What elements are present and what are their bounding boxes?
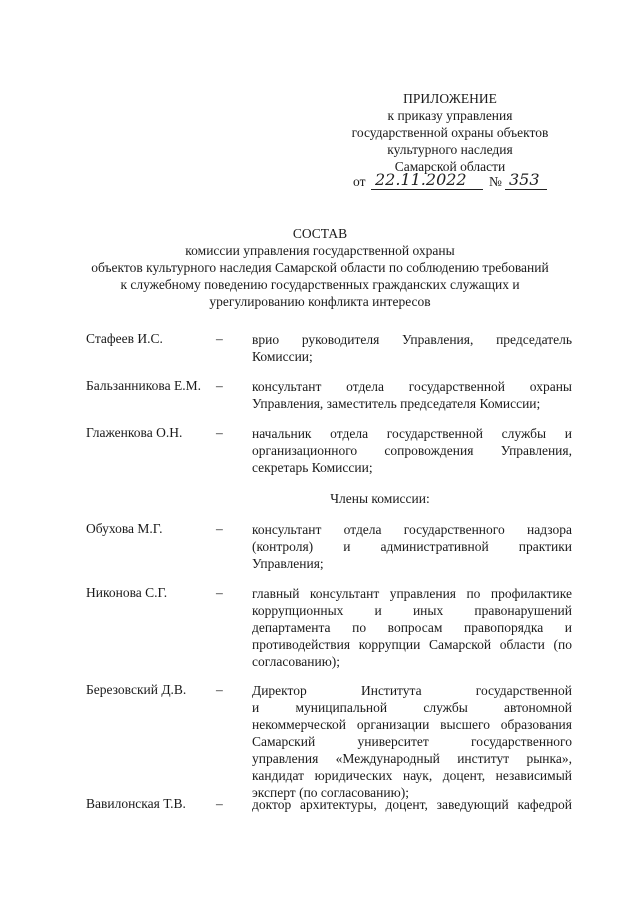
role-line: доктор архитектуры, доцент, заведующий кафедрой xyxy=(252,797,572,812)
member-role xyxy=(252,585,572,670)
member-dash: – xyxy=(216,331,223,346)
appendix-line: культурного наследия xyxy=(387,142,513,157)
role-line: и муниципальной службы автономной xyxy=(252,700,572,715)
appendix-title: ПРИЛОЖЕНИЕ xyxy=(403,91,497,106)
member-name: Стафеев И.С. xyxy=(86,331,163,346)
role-line: Управления, заместитель председателя Комиссии; xyxy=(252,396,541,411)
order-date-number xyxy=(353,172,553,194)
title-line: объектов культурного наследия Самарской области по соблюдению требований xyxy=(91,260,549,275)
appendix-line: государственной охраны объектов xyxy=(351,125,549,140)
role-line: Комиссии; xyxy=(252,349,313,364)
member-role xyxy=(252,425,572,476)
role-line: департамента по вопросам правопорядка и xyxy=(252,620,572,635)
number-underline xyxy=(505,189,547,190)
role-line: согласованию); xyxy=(252,654,341,669)
role-line: главный консультант управления по профилактике xyxy=(252,586,572,601)
handwritten-date: 22.11.2022 xyxy=(375,170,467,189)
date-prefix: от xyxy=(353,174,366,189)
member-name: Обухова М.Г. xyxy=(86,521,163,536)
member-dash: – xyxy=(216,585,223,600)
title-line: урегулированию конфликта интересов xyxy=(209,294,431,309)
role-line: управления «Международный институт рынка», xyxy=(252,751,572,766)
member-name: Никонова С.Г. xyxy=(86,585,168,600)
member-role xyxy=(252,331,572,365)
member-role xyxy=(252,378,572,412)
member-dash: – xyxy=(216,425,223,440)
role-line: (контроля) и административной практики xyxy=(252,539,572,554)
title-line: к служебному поведению государственных гражданских служащих и xyxy=(120,277,520,292)
member-name: Глаженкова О.Н. xyxy=(86,425,183,440)
role-line: эксперт (по согласованию); xyxy=(252,785,409,800)
member-name: Березовский Д.В. xyxy=(86,682,187,697)
title-line: комиссии управления государственной охраны xyxy=(185,243,455,258)
member-role xyxy=(252,682,572,801)
appendix-line: к приказу управления xyxy=(387,108,513,123)
member-role xyxy=(252,796,572,813)
member-name: Бальзанникова Е.М. xyxy=(86,378,201,393)
document-title xyxy=(60,225,580,310)
role-line: Директор Института государственной xyxy=(252,683,572,698)
appendix-line: Самарской области xyxy=(394,159,506,174)
role-line: консультант отдела государственного надзора xyxy=(252,522,572,537)
member-role xyxy=(252,521,572,572)
member-dash: – xyxy=(216,378,223,393)
date-underline xyxy=(371,189,483,190)
handwritten-number: 353 xyxy=(509,170,540,189)
member-name: Вавилонская Т.В. xyxy=(86,796,186,811)
title-heading: СОСТАВ xyxy=(292,226,348,241)
member-dash: – xyxy=(216,521,223,536)
role-line: коррупционных и иных правонарушений xyxy=(252,603,572,618)
number-prefix: № xyxy=(489,174,502,189)
appendix-block xyxy=(330,90,570,175)
role-line: противодействия коррупции Самарской области (по xyxy=(252,637,572,652)
role-line: Управления; xyxy=(252,556,324,571)
role-line: консультант отдела государственной охраны xyxy=(252,379,572,394)
role-line: врио руководителя Управления, председатель xyxy=(252,332,572,347)
member-dash: – xyxy=(216,682,223,697)
member-dash: – xyxy=(216,796,223,811)
role-line: начальник отдела государственной службы и xyxy=(252,426,572,441)
role-line: секретарь Комиссии; xyxy=(252,460,373,475)
members-heading: Члены комиссии: xyxy=(330,491,430,506)
role-line: кандидат юридических наук, доцент, независимый xyxy=(252,768,572,783)
role-line: Самарский университет государственного xyxy=(252,734,572,749)
role-line: некоммерческой организации высшего образования xyxy=(252,717,572,732)
role-line: организационного сопровождения Управления, xyxy=(252,443,572,458)
